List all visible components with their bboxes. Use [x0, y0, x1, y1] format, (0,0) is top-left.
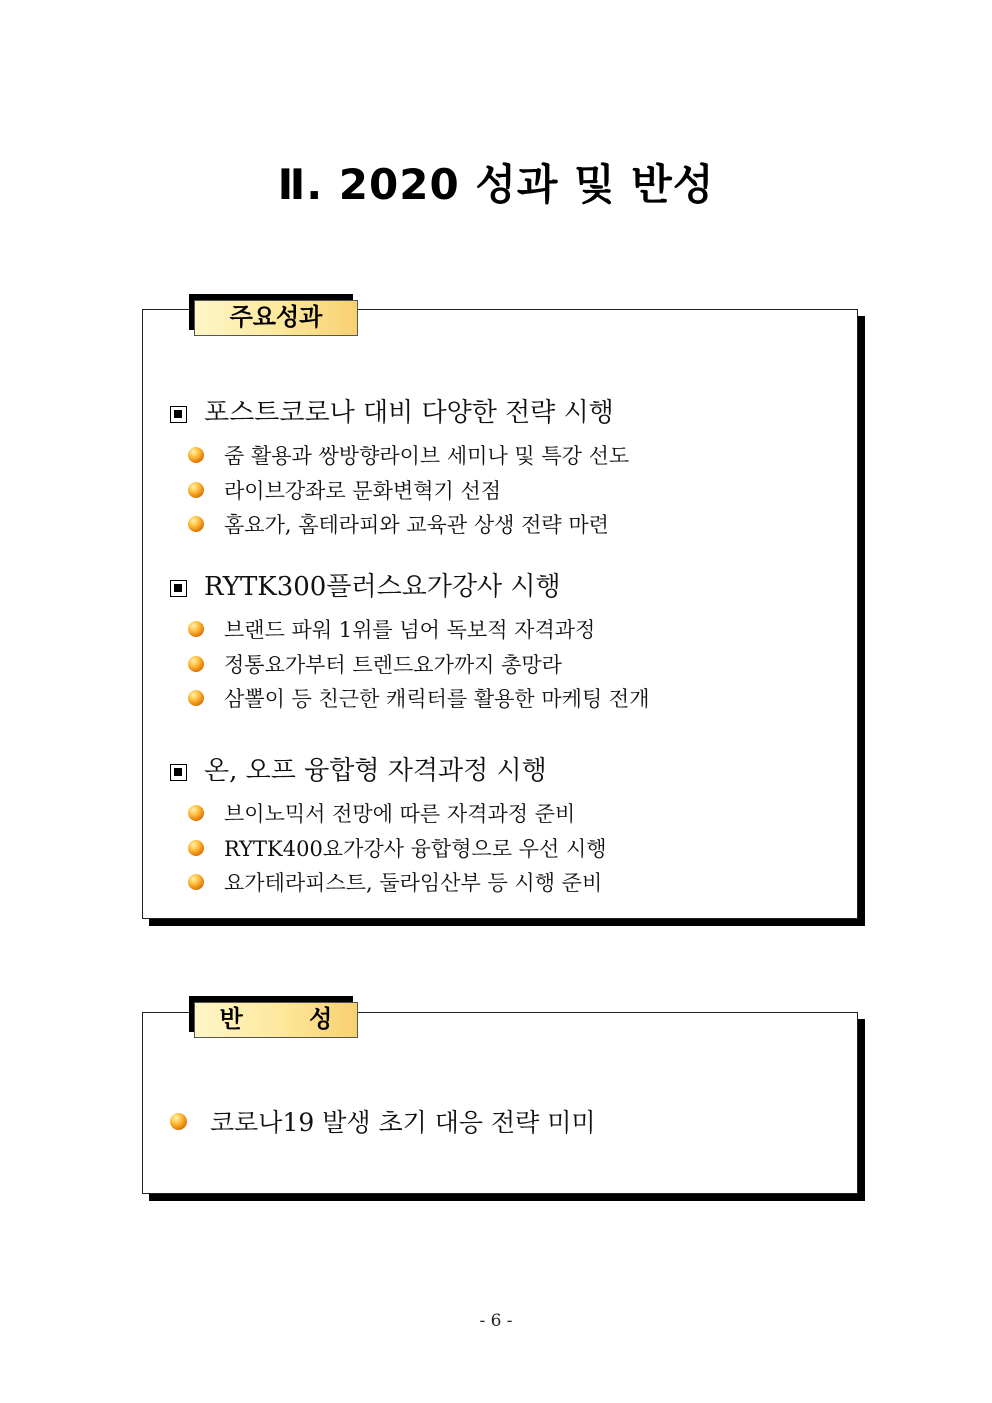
- reflection-item-text: 코로나19 발생 초기 대응 전략 미미: [210, 1108, 596, 1137]
- orange-orb-bullet-icon: [188, 840, 204, 856]
- orange-orb-bullet-icon: [188, 621, 204, 637]
- list-item: [188, 473, 629, 508]
- orange-orb-bullet-icon: [188, 874, 204, 890]
- list-item-text: 삼뽈이 등 친근한 캐릭터를 활용한 마케팅 전개: [224, 687, 650, 712]
- orange-orb-bullet-icon: [188, 656, 204, 672]
- list-item: [188, 865, 607, 900]
- achievement-section-1: [170, 396, 629, 542]
- list-item-text: 줌 활용과 쌍방향라이브 세미나 및 특강 선도: [224, 444, 630, 469]
- section-heading-text: 온, 오프 융합형 자격과정 시행: [204, 756, 547, 786]
- achievements-tab: 주요성과: [194, 300, 358, 336]
- list-item-text: 요가테라피스트, 둘라임산부 등 시행 준비: [224, 871, 603, 896]
- orange-orb-bullet-icon: [188, 482, 204, 498]
- section-items: [170, 796, 607, 900]
- list-item-text: 홈요가, 홈테라피와 교육관 상생 전략 마련: [224, 513, 609, 538]
- list-item-text: 정통요가부터 트렌드요가까지 총망라: [224, 652, 562, 677]
- page-number: - 6 -: [479, 1311, 513, 1331]
- section-heading: [170, 570, 649, 604]
- list-item: [188, 681, 649, 716]
- section-heading: [170, 754, 607, 788]
- orange-orb-bullet-icon: [170, 1113, 187, 1130]
- section-items: [170, 438, 629, 542]
- achievement-section-2: [170, 570, 649, 716]
- square-bullet-icon: [170, 764, 187, 781]
- section-heading-text: RYTK300플러스요가강사 시행: [204, 572, 561, 602]
- orange-orb-bullet-icon: [188, 516, 204, 532]
- achievements-tab-shadow: [189, 294, 353, 330]
- list-item-text: 브이노믹서 전망에 따른 자격과정 준비: [224, 802, 576, 827]
- section-heading-text: 포스트코로나 대비 다양한 전략 시행: [204, 398, 614, 428]
- reflection-tab-shadow: [189, 996, 353, 1032]
- section-heading: [170, 396, 629, 430]
- section-items: [170, 612, 649, 716]
- orange-orb-bullet-icon: [188, 447, 204, 463]
- list-item-text: 라이브강좌로 문화변혁기 선점: [224, 478, 502, 503]
- orange-orb-bullet-icon: [188, 805, 204, 821]
- list-item: [188, 831, 607, 866]
- square-bullet-icon: [170, 580, 187, 597]
- achievement-section-3: [170, 754, 607, 900]
- orange-orb-bullet-icon: [188, 690, 204, 706]
- reflection-item: [170, 1103, 596, 1139]
- list-item: [188, 612, 649, 647]
- list-item-text: 브랜드 파워 1위를 넘어 독보적 자격과정: [224, 618, 596, 643]
- list-item: [188, 438, 629, 473]
- square-bullet-icon: [170, 406, 187, 423]
- list-item: [188, 507, 629, 542]
- page-title: Ⅱ. 2020 성과 및 반성: [277, 160, 715, 209]
- list-item: [188, 796, 607, 831]
- list-item-text: RYTK400요가강사 융합형으로 우선 시행: [224, 836, 607, 861]
- reflection-tab: 반 성: [194, 1002, 358, 1038]
- list-item: [188, 647, 649, 682]
